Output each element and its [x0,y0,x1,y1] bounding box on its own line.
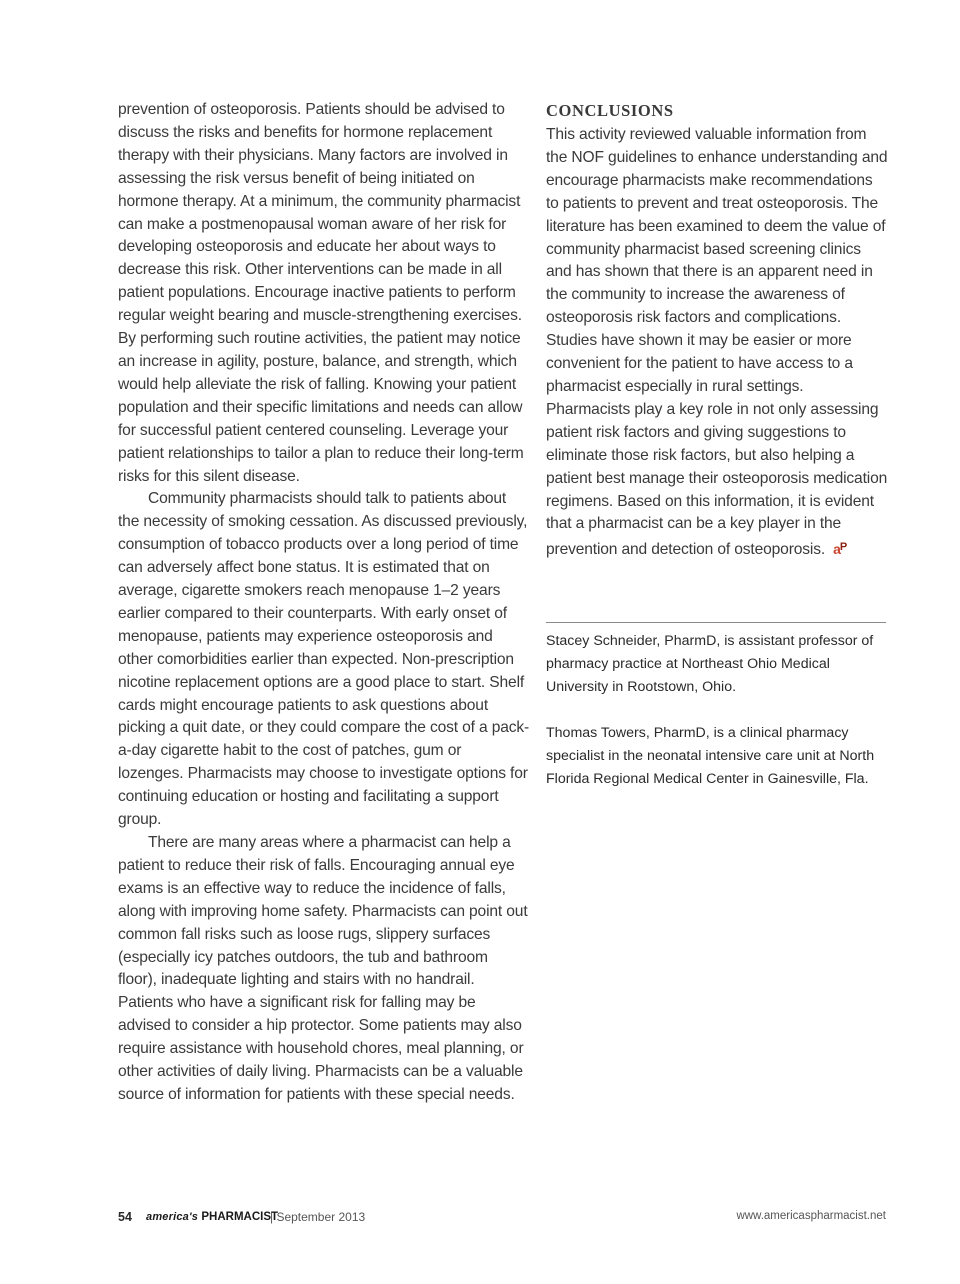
paragraph-hormone-therapy: prevention of osteoporosis. Patients should be advised to discuss the risks and benefits for hormone replacement therapy with their physicians. Many factors are involved in assessing the risk versus benefit of being initiated on hormone therapy. At a minimum, the community pharmacist can make a postmenopausal woman aware of her risk for developing osteoporosis and educate her about ways to decrease this risk. Other interventions can be made in all patient populations. Encourage inactive patients to perform regular weight bearing and muscle-strengthening exercises. By performing such routine activities, the patient may notice an increase in agility, posture, balance, and strength, which would help alleviate the risk of falling. Knowing your patient population and their specific limitations and needs can allow for successful patient centered counseling. Leverage your patient relationships to tailor a plan to reduce their long-term risks for this silent disease. [118,101,524,485]
magazine-prefix: america's [146,1211,199,1223]
conclusions-section [546,99,888,562]
article-left-column [118,99,530,1107]
magazine-logo [146,1211,278,1223]
page-footer [118,1210,886,1228]
issue-date: | September 2013 [270,1210,366,1224]
page-number: 54 [118,1210,132,1224]
author-bio-towers: Thomas Towers, PharmD, is a clinical pharmacy specialist in the neonatal intensive care unit at North Florida Regional Medical Center in Gainesville, Fla. [546,725,875,787]
paragraph-smoking-cessation: Community pharmacists should talk to patients about the necessity of smoking cessation. As discussed previously, consumption of tobacco products over a long period of time can adversely affect bone status. It is estimated that on average, cigarette smokers reach menopause 1–2 years earlier compared to their counterparts. With early onset of menopause, patients may experience osteoporosis and other comorbidities earlier than expected. Non-prescription nicotine replacement options are a good place to start. Shelf cards might encourage patients to ask questions about picking a quit date, or they could compare the cost of a pack-a-day cigarette habit to the cost of patches, gum or lozenges. Pharmacists may choose to investigate options for continuing education or hosting and facilitating a support group. [118,490,530,829]
conclusions-text: This activity reviewed valuable information from the NOF guidelines to enhance understanding and encourage pharmacists make recommendations to patients to prevent and treat osteoporosis. The literature has been examined to deem the value of community pharmacist based screening clinics and has shown that there is an apparent need in the community to increase the awareness of osteoporosis risk factors and complications. Studies have shown it may be easier or more convenient for the patient to have access to a pharmacist especially in rural settings. Pharmacists play a key role in not only assessing patient risk factors and giving suggestions to eliminate those risk factors, but also helping a patient best manage their osteoporosis medication regimens. Based on this information, it is evident that a pharmacist can be a key player in the prevention and detection of osteoporosis. [546,126,888,559]
conclusions-paragraph [546,124,888,562]
magazine-name: PHARMACIST [201,1211,279,1223]
bio-divider [546,622,886,623]
end-mark-p: P [839,541,847,554]
author-bio-schneider: Stacey Schneider, PharmD, is assistant professor of pharmacy practice at Northeast Ohio Medical University in Rootstown, Ohio. [546,633,874,695]
end-mark-icon [833,536,846,561]
website-link[interactable]: www.americaspharmacist.net [736,1210,886,1222]
conclusions-heading: CONCLUSIONS [546,101,674,120]
paragraph-fall-risk: There are many areas where a pharmacist can help a patient to reduce their risk of falls. Encouraging annual eye exams is an effective way to reduce the incidence of falls, along with improving home safety. Pharmacists can point out common fall risks such as loose rugs, slippery surfaces (especially icy patches outdoors, the tub and bathroom floor), inadequate lighting and stairs with no handrail. Patients who have a significant risk for falling may be advised to consider a hip protector. Some patients may also require assistance with household chores, meal planning, or other activities of daily living. Pharmacists can be a valuable source of information for patients with these special needs. [118,834,528,1103]
end-mark-a: a [833,541,840,558]
